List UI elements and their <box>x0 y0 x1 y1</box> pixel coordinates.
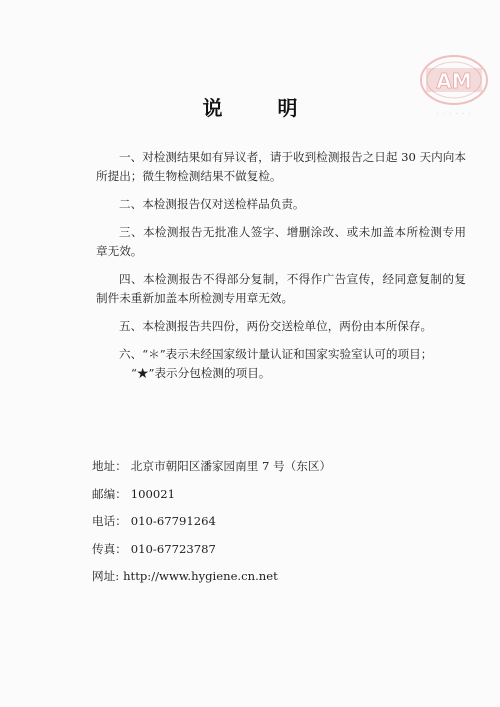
note-item: 六、“＊”表示未经国家级计量认证和国家实验室认可的项目； <box>119 347 433 361</box>
address-line <box>92 458 432 474</box>
page-title: 说 明 <box>202 96 322 120</box>
note-item: 二、本检测报告仅对送检样品负责。 <box>119 197 305 211</box>
note-item: 三、本检测报告无批准人签字、增删涂改、或未加盖本所检测专用章无效。 <box>96 225 466 258</box>
svg-text:AM: AM <box>436 69 472 93</box>
address-value: 北京市朝阳区潘家园南里 7 号（东区） <box>130 459 332 473</box>
notes-list <box>96 148 466 392</box>
watermark-caption: · · · · · · <box>436 110 472 118</box>
phone-value: 010-67791264 <box>130 514 216 528</box>
contact-info <box>92 458 432 596</box>
phone-label: 电话： <box>92 514 127 528</box>
fax-line <box>92 541 432 557</box>
phone-line <box>92 513 432 529</box>
note-item: 四、本检测报告不得部分复制，不得作广告宣传，经同意复制的复制件未重新加盖本所检测专用章无效。 <box>96 272 466 305</box>
website-label: 网址: <box>92 569 120 583</box>
website-line <box>92 568 432 584</box>
postcode-line <box>92 486 432 502</box>
fax-label: 传真： <box>92 541 127 556</box>
fax-value: 010-67723787 <box>130 541 216 556</box>
website-link[interactable]: http://www.hygiene.cn.net <box>123 569 278 583</box>
postcode-label: 邮编： <box>92 486 127 501</box>
note-item: “★”表示分包检测的项目。 <box>131 366 271 380</box>
note-item: 五、本检测报告共四份，两份交送检单位，两份由本所保存。 <box>119 319 433 333</box>
postcode-value: 100021 <box>130 486 176 501</box>
address-label: 地址： <box>92 459 127 473</box>
note-item: 一、对检测结果如有异议者，请于收到检测报告之日起 30 天内向本所提出；微生物检测结果不做复检。 <box>96 150 466 183</box>
